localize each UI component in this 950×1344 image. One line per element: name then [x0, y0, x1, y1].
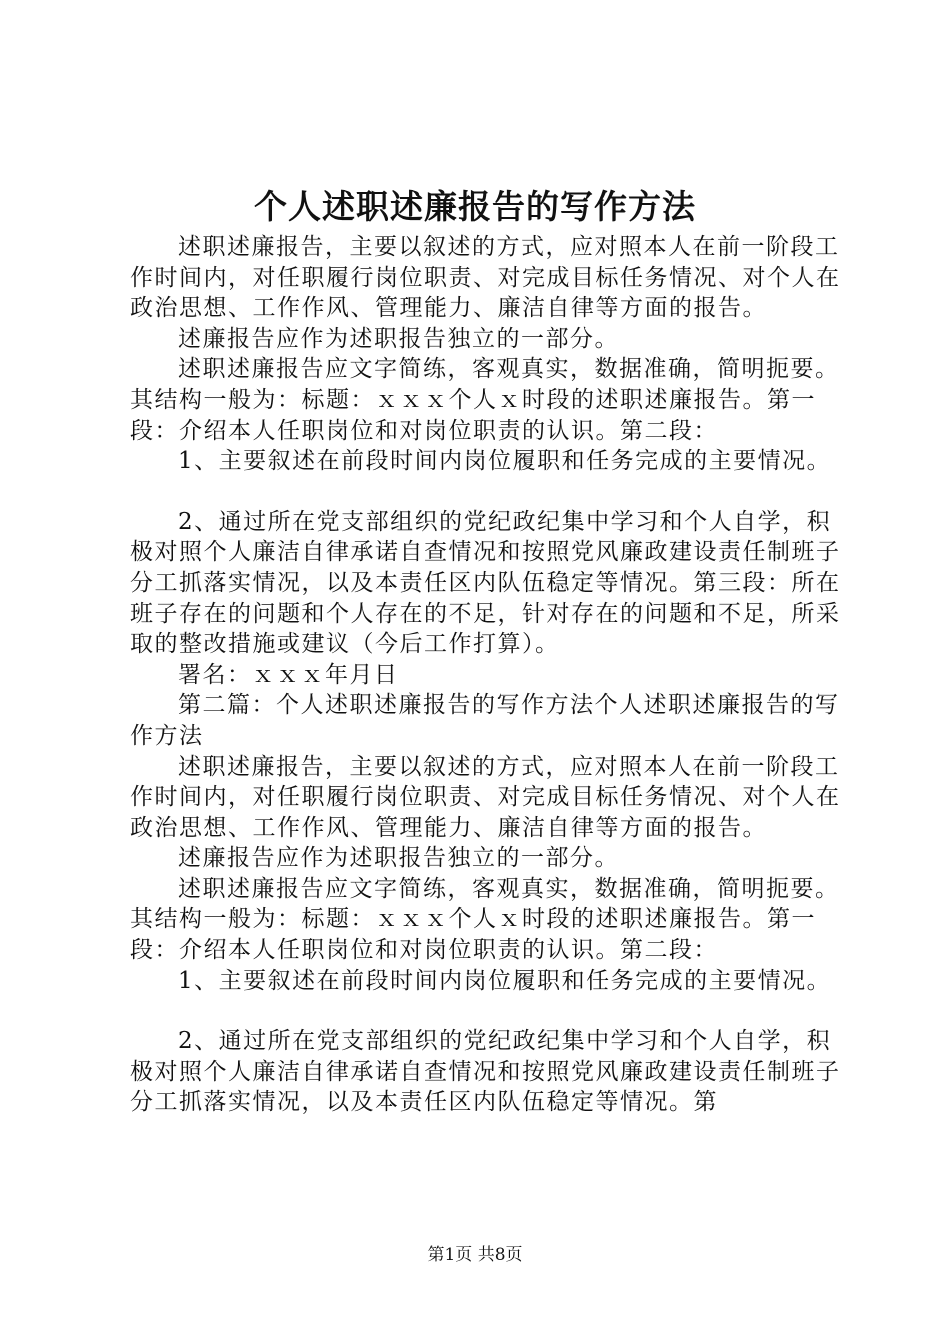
document-title: 个人述职述廉报告的写作方法	[254, 187, 696, 226]
paragraph: 1、主要叙述在前段时间内岗位履职和任务完成的主要情况。	[178, 448, 832, 475]
paragraph: 述职述廉报告，主要以叙述的方式，应对照本人在前一阶段工作时间内，对任职履行岗位职责、对完成目标任务情况、对个人在政治思想、工作作风、管理能力、廉洁自律等方面的报告。	[130, 234, 841, 322]
section-heading: 第二篇：个人述职述廉报告的写作方法个人述职述廉报告的写作方法	[130, 692, 840, 749]
paragraph: 述职述廉报告应文字简练，客观真实，数据准确，简明扼要。其结构一般为：标题：ｘｘｘ个人ｘ时段的述职述廉报告。第一段：介绍本人任职岗位和对岗位职责的认识。第二段：	[130, 356, 840, 444]
page-number: 第1页 共8页	[427, 1245, 523, 1265]
signature-line: 署名：ｘｘｘ年月日	[178, 661, 399, 688]
paragraph: 述职述廉报告，主要以叙述的方式，应对照本人在前一阶段工作时间内，对任职履行岗位职责、对完成目标任务情况、对个人在政治思想、工作作风、管理能力、廉洁自律等方面的报告。	[130, 753, 841, 841]
paragraph: 1、主要叙述在前段时间内岗位履职和任务完成的主要情况。	[178, 967, 832, 994]
paragraph-gap	[130, 477, 850, 507]
paragraph-gap	[130, 996, 850, 1026]
paragraph: 2、通过所在党支部组织的党纪政纪集中学习和个人自学，积极对照个人廉洁自律承诺自查情况和按照党风廉政建设责任制班子分工抓落实情况，以及本责任区内队伍稳定等情况。第三段：所在班子存在的问题和个人存在的不足，针对存在的问题和不足，所采取的整改措施或建议（今后工作打算）。	[130, 508, 841, 658]
document-body	[130, 232, 850, 1118]
paragraph: 述廉报告应作为述职报告独立的一部分。	[178, 845, 619, 872]
paragraph: 2、通过所在党支部组织的党纪政纪集中学习和个人自学，积极对照个人廉洁自律承诺自查情况和按照党风廉政建设责任制班子分工抓落实情况，以及本责任区内队伍稳定等情况。第	[130, 1028, 841, 1116]
paragraph: 述职述廉报告应文字简练，客观真实，数据准确，简明扼要。其结构一般为：标题：ｘｘｘ个人ｘ时段的述职述廉报告。第一段：介绍本人任职岗位和对岗位职责的认识。第二段：	[130, 875, 840, 964]
paragraph: 述廉报告应作为述职报告独立的一部分。	[178, 325, 619, 352]
